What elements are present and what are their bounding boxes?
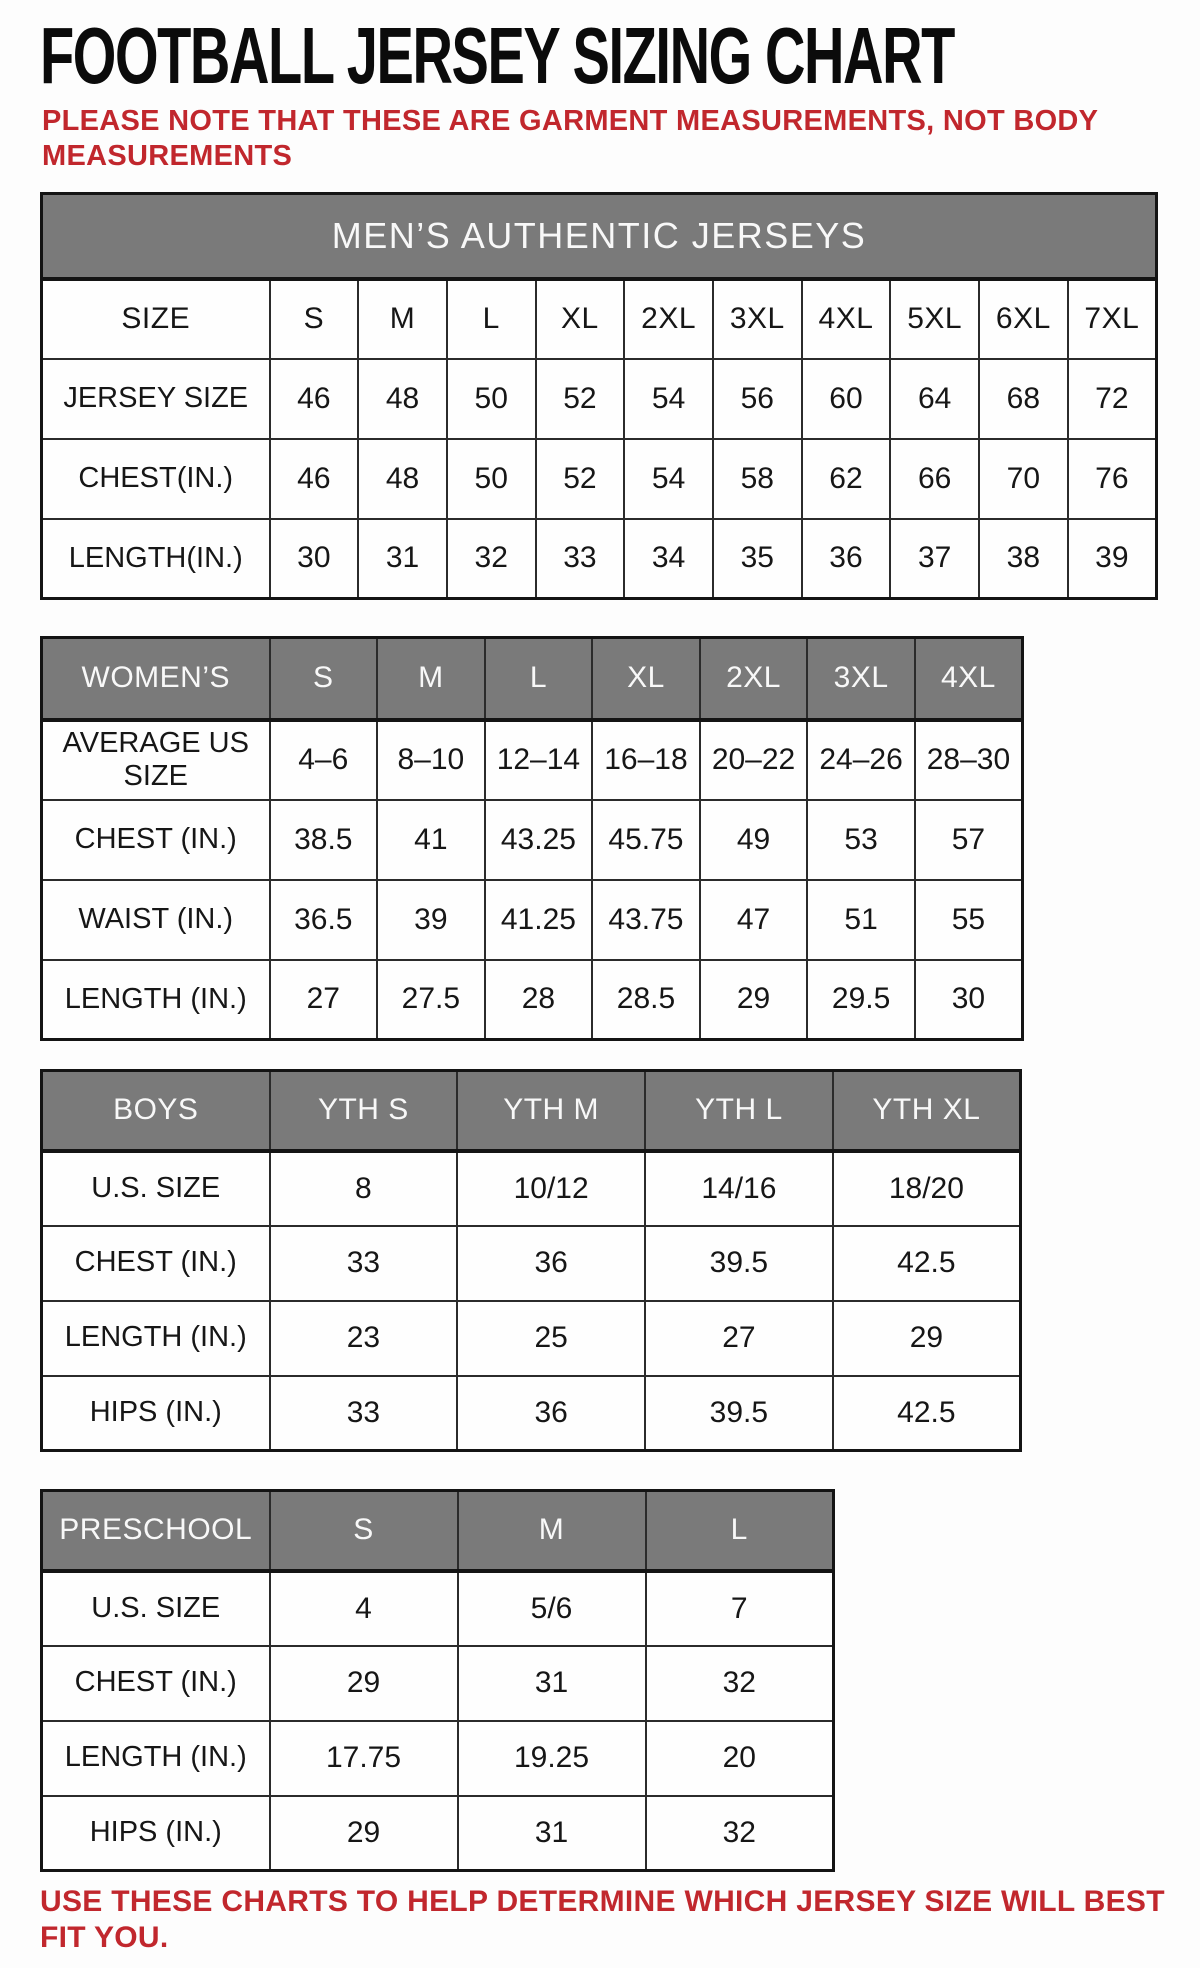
table-cell: 36 xyxy=(457,1226,645,1301)
table-row xyxy=(42,720,1023,800)
table-row xyxy=(42,1226,1021,1301)
table-cell: 28.5 xyxy=(592,960,700,1040)
column-header: 2XL xyxy=(700,638,808,720)
table-cell: 4–6 xyxy=(270,720,378,800)
column-header: 3XL xyxy=(713,279,802,359)
header-row xyxy=(42,1071,1021,1151)
table-cell: 58 xyxy=(713,439,802,519)
table-cell: 24–26 xyxy=(807,720,915,800)
table-cell: 72 xyxy=(1068,359,1157,439)
table-cell: 31 xyxy=(458,1796,646,1871)
table-cell: 30 xyxy=(915,960,1023,1040)
page-title-text: FOOTBALL JERSEY SIZING CHART xyxy=(40,11,954,100)
table-cell: 19.25 xyxy=(458,1721,646,1796)
table-row xyxy=(42,1571,834,1646)
column-header: YTH S xyxy=(270,1071,458,1151)
table-cell: 62 xyxy=(802,439,891,519)
column-header: L xyxy=(646,1491,834,1571)
column-header: XL xyxy=(536,279,625,359)
row-label: JERSEY SIZE xyxy=(42,359,270,439)
column-header: YTH XL xyxy=(833,1071,1021,1151)
header-row xyxy=(42,279,1157,359)
table-cell: 45.75 xyxy=(592,800,700,880)
table-cell: 48 xyxy=(358,439,447,519)
column-header: BOYS xyxy=(42,1071,270,1151)
table-cell: 4 xyxy=(270,1571,458,1646)
table-cell: 42.5 xyxy=(833,1226,1021,1301)
column-header: SIZE xyxy=(42,279,270,359)
table-cell: 37 xyxy=(890,519,979,599)
column-header: 6XL xyxy=(979,279,1068,359)
row-label: U.S. SIZE xyxy=(42,1571,270,1646)
table-cell: 41 xyxy=(377,800,485,880)
column-header: M xyxy=(358,279,447,359)
table-cell: 68 xyxy=(979,359,1068,439)
column-header: YTH L xyxy=(645,1071,833,1151)
column-header: 7XL xyxy=(1068,279,1157,359)
table-cell: 34 xyxy=(624,519,713,599)
note-line-1: PLEASE NOTE THAT THESE ARE GARMENT MEASUREMENTS, NOT BODY xyxy=(42,105,1099,137)
table-cell: 39 xyxy=(377,880,485,960)
table-cell: 57 xyxy=(915,800,1023,880)
table-cell: 30 xyxy=(270,519,359,599)
column-header: WOMEN’S xyxy=(42,638,270,720)
table-cell: 8 xyxy=(270,1151,458,1226)
table-cell: 38.5 xyxy=(270,800,378,880)
table-cell: 29 xyxy=(700,960,808,1040)
table-cell: 52 xyxy=(536,439,625,519)
header-row xyxy=(42,1491,834,1571)
row-label: CHEST (IN.) xyxy=(42,1646,270,1721)
table-cell: 46 xyxy=(270,359,359,439)
note-line-2: MEASUREMENTS xyxy=(42,140,293,172)
table-row xyxy=(42,1721,834,1796)
table-cell: 31 xyxy=(458,1646,646,1721)
table-cell: 20 xyxy=(646,1721,834,1796)
row-label: LENGTH (IN.) xyxy=(42,1301,270,1376)
preschool-sizing-table xyxy=(40,1489,835,1872)
row-label: LENGTH(IN.) xyxy=(42,519,270,599)
table-cell: 12–14 xyxy=(485,720,593,800)
row-label: CHEST(IN.) xyxy=(42,439,270,519)
womens-sizing-table xyxy=(40,636,1024,1041)
column-header: L xyxy=(447,279,536,359)
table-cell: 51 xyxy=(807,880,915,960)
table-cell: 36.5 xyxy=(270,880,378,960)
table-cell: 36 xyxy=(457,1376,645,1451)
table-cell: 28 xyxy=(485,960,593,1040)
table-cell: 64 xyxy=(890,359,979,439)
table-cell: 29 xyxy=(270,1796,458,1871)
table-row xyxy=(42,880,1023,960)
column-header: XL xyxy=(592,638,700,720)
column-header: S xyxy=(270,638,378,720)
column-header: 4XL xyxy=(802,279,891,359)
table-cell: 32 xyxy=(646,1646,834,1721)
table-cell: 25 xyxy=(457,1301,645,1376)
boys-sizing-table xyxy=(40,1069,1022,1452)
table-cell: 29.5 xyxy=(807,960,915,1040)
table-cell: 54 xyxy=(624,359,713,439)
column-header: YTH M xyxy=(457,1071,645,1151)
column-header: 4XL xyxy=(915,638,1023,720)
header-row xyxy=(42,638,1023,720)
row-label: U.S. SIZE xyxy=(42,1151,270,1226)
table-cell: 33 xyxy=(270,1226,458,1301)
table-cell: 52 xyxy=(536,359,625,439)
table-row xyxy=(42,1301,1021,1376)
mens-authentic-jerseys-table xyxy=(40,192,1158,600)
table-cell: 7 xyxy=(646,1571,834,1646)
row-label: CHEST (IN.) xyxy=(42,1226,270,1301)
table-cell: 48 xyxy=(358,359,447,439)
table-cell: 27 xyxy=(270,960,378,1040)
table-row xyxy=(42,1796,834,1871)
row-label: HIPS (IN.) xyxy=(42,1796,270,1871)
column-header: M xyxy=(377,638,485,720)
table-cell: 60 xyxy=(802,359,891,439)
column-header: 5XL xyxy=(890,279,979,359)
row-label: LENGTH (IN.) xyxy=(42,1721,270,1796)
table-cell: 55 xyxy=(915,880,1023,960)
table-row xyxy=(42,1151,1021,1226)
table-cell: 18/20 xyxy=(833,1151,1021,1226)
table-row xyxy=(42,960,1023,1040)
column-header: PRESCHOOL xyxy=(42,1491,270,1571)
table-cell: 50 xyxy=(447,439,536,519)
table-cell: 29 xyxy=(833,1301,1021,1376)
column-header: S xyxy=(270,279,359,359)
table-cell: 23 xyxy=(270,1301,458,1376)
table-cell: 10/12 xyxy=(457,1151,645,1226)
row-label: AVERAGE US SIZE xyxy=(42,720,270,800)
table-cell: 41.25 xyxy=(485,880,593,960)
table-row xyxy=(42,1376,1021,1451)
table-cell: 39.5 xyxy=(645,1226,833,1301)
table-cell: 39.5 xyxy=(645,1376,833,1451)
table-cell: 14/16 xyxy=(645,1151,833,1226)
row-label: WAIST (IN.) xyxy=(42,880,270,960)
table-row xyxy=(42,439,1157,519)
table-row xyxy=(42,519,1157,599)
row-label: LENGTH (IN.) xyxy=(42,960,270,1040)
table-cell: 43.25 xyxy=(485,800,593,880)
column-header: L xyxy=(485,638,593,720)
table-cell: 20–22 xyxy=(700,720,808,800)
table-cell: 5/6 xyxy=(458,1571,646,1646)
column-header: S xyxy=(270,1491,458,1571)
sizing-chart-page xyxy=(0,11,1200,1956)
table-cell: 47 xyxy=(700,880,808,960)
table-cell: 53 xyxy=(807,800,915,880)
table-cell: 70 xyxy=(979,439,1068,519)
table-row xyxy=(42,800,1023,880)
page-title xyxy=(40,11,1200,100)
table-cell: 46 xyxy=(270,439,359,519)
table-cell: 31 xyxy=(358,519,447,599)
table-cell: 39 xyxy=(1068,519,1157,599)
table-cell: 56 xyxy=(713,359,802,439)
table-cell: 54 xyxy=(624,439,713,519)
footer-note: USE THESE CHARTS TO HELP DETERMINE WHICH JERSEY SIZE WILL BEST FIT YOU. xyxy=(40,1885,1165,1954)
column-header: 3XL xyxy=(807,638,915,720)
column-header: M xyxy=(458,1491,646,1571)
mens-table-banner: MEN’S AUTHENTIC JERSEYS xyxy=(42,194,1157,279)
table-cell: 35 xyxy=(713,519,802,599)
column-header: 2XL xyxy=(624,279,713,359)
table-cell: 17.75 xyxy=(270,1721,458,1796)
table-cell: 27.5 xyxy=(377,960,485,1040)
table-cell: 42.5 xyxy=(833,1376,1021,1451)
garment-measurements-note xyxy=(42,104,1142,174)
table-cell: 8–10 xyxy=(377,720,485,800)
table-cell: 36 xyxy=(802,519,891,599)
table-cell: 33 xyxy=(536,519,625,599)
table-cell: 50 xyxy=(447,359,536,439)
table-cell: 32 xyxy=(646,1796,834,1871)
table-cell: 66 xyxy=(890,439,979,519)
table-banner-row xyxy=(42,194,1157,279)
table-cell: 76 xyxy=(1068,439,1157,519)
table-cell: 38 xyxy=(979,519,1068,599)
table-cell: 43.75 xyxy=(592,880,700,960)
row-label: HIPS (IN.) xyxy=(42,1376,270,1451)
table-cell: 32 xyxy=(447,519,536,599)
table-row xyxy=(42,1646,834,1721)
row-label: CHEST (IN.) xyxy=(42,800,270,880)
table-cell: 29 xyxy=(270,1646,458,1721)
table-cell: 28–30 xyxy=(915,720,1023,800)
table-row xyxy=(42,359,1157,439)
table-cell: 33 xyxy=(270,1376,458,1451)
table-cell: 27 xyxy=(645,1301,833,1376)
table-cell: 16–18 xyxy=(592,720,700,800)
table-cell: 49 xyxy=(700,800,808,880)
